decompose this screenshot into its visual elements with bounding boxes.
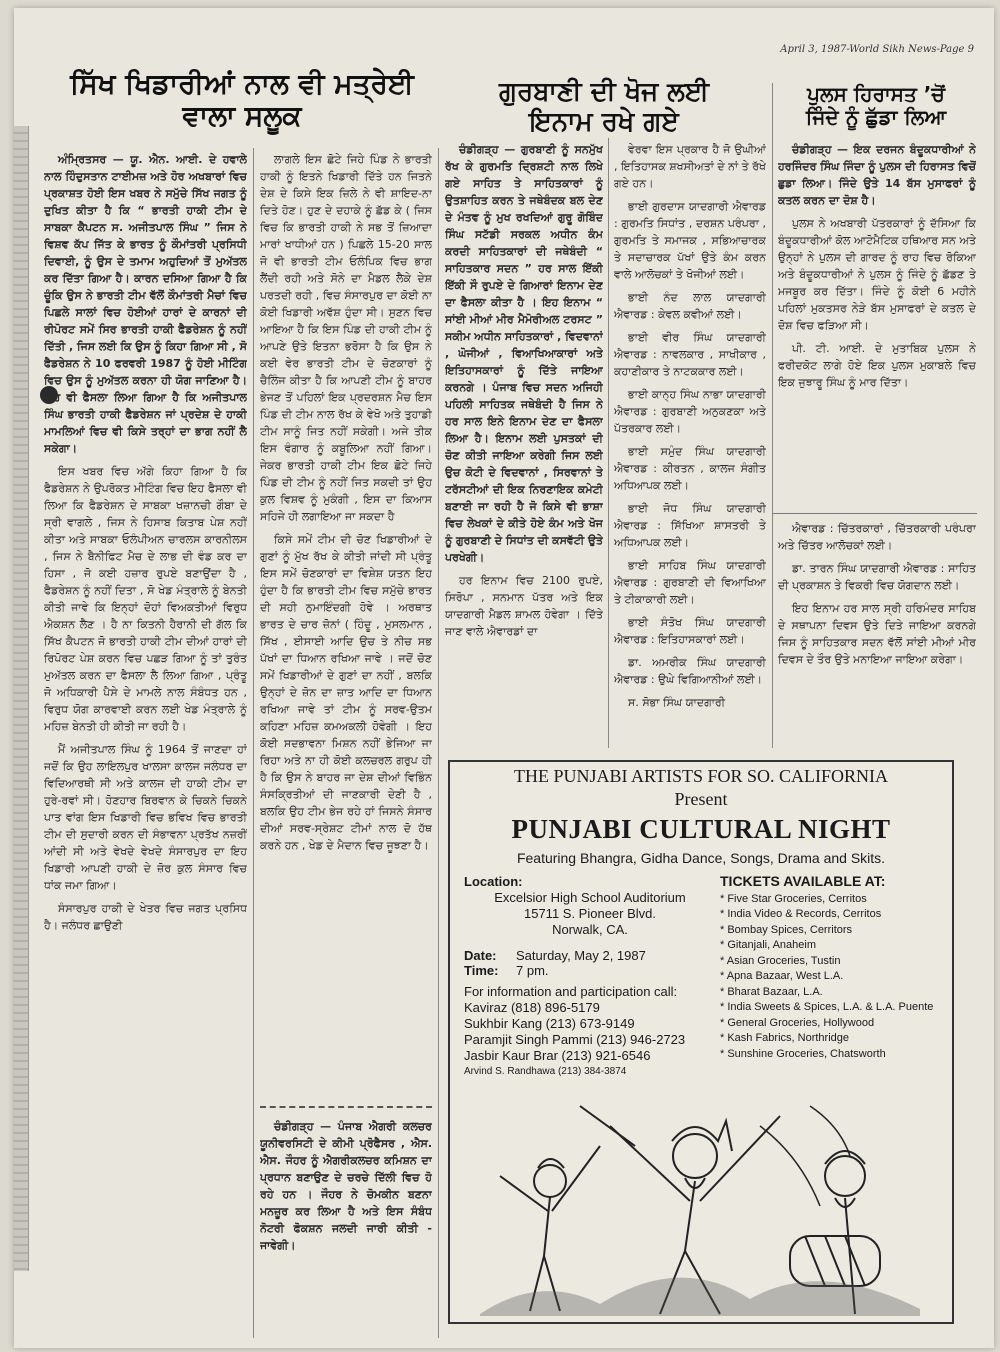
ad-ticket-item: * Bharat Bazaar, L.A. [720,985,823,998]
binder-edge [14,126,29,1271]
article2-col5-p2: ਡਾ. ਤਾਰਨ ਸਿੰਘ ਯਾਦਗਾਰੀ ਐਵਾਰਡ : ਸਾਹਿਤ ਦੀ ਪ੍ਰਕਾਸ਼ਨ ਤੇ ਵਿਕਰੀ ਵਿਚ ਯੋਗਦਾਨ ਲਈ। [778,562,976,592]
ad-contact-info [464,984,685,1080]
ad-info-line: Paramjit Singh Pammi (213) 946-2723 [464,1032,686,1047]
ad-tickets-title: TICKETS AVAILABLE AT: [720,873,886,889]
ad-time-value: 7 pm. [516,963,549,978]
ad-location-line: Norwalk, CA. [552,922,628,937]
ad-ticket-item: * Sunshine Groceries, Chatsworth [720,1047,886,1060]
article2-col4-p1: ਵੇਰਵਾ ਇਸ ਪ੍ਰਕਾਰ ਹੈ ਜੋ ਉਘੀਆਂ , ਇਤਿਹਾਸਕ ਸ਼ਖਸੀਅਤਾਂ ਦੇ ਨਾਂ ਤੇ ਰੱਖੇ ਗਏ ਹਨ। [614,143,766,190]
article1-col1-p1: ਅੰਮ੍ਰਿਤਸਰ — ਯੂ. ਐਨ. ਆਈ. ਦੇ ਹਵਾਲੇ ਨਾਲ ਹਿੰਦੁਸਤਾਨ ਟਾਈਮਜ਼ ਅਤੇ ਹੋਰ ਅਖਬਾਰਾਂ ਵਿਚ ਪ੍ਰਕਾਸ਼ਤ ਹੋਈ ਇਸ ਖਬਰ ਨੇ ਸਮੁੱਚੇ ਸਿੱਖ ਜਗਤ ਨੂੰ ਦੁਖਿਤ ਕੀਤਾ ਹੈ ਕਿ “ ਭਾਰਤੀ ਹਾਕੀ ਟੀਮ ਦੇ ਸਾਬਕਾ ਕੈਪਟਨ ਸ. ਅਜੀਤਪਾਲ ਸਿੰਘ ” ਜਿਸ ਨੇ ਵਿਸ਼ਵ ਕੱਪ ਜਿੱਤ ਕੇ ਭਾਰਤ ਨੂੰ ਕੌਮਾਂਤਰੀ ਪ੍ਰਸਿਧੀ ਦਿਵਾਈ, ਨੂੰ ਉਸ ਦੇ ਤਮਾਮ ਅਹੁਦਿਆਂ ਤੋਂ ਮੁਅੱਤਲ ਕਰ ਦਿੱਤਾ ਗਿਆ ਹੈ। ਕਾਰਨ ਦਸਿਆ ਗਿਆ ਹੈ ਕਿ ਚੂੰਕਿ ਉਸ ਨੇ ਭਾਰਤੀ ਟੀਮ ਵੱਲੋਂ ਕੌਮਾਂਤਰੀ ਮੈਚਾਂ ਵਿਚ ਪਿਛਲੇ ਸਾਲਾਂ ਵਿਚ ਹੋਈਆਂ ਹਾਰਾਂ ਦੇ ਕਾਰਨਾਂ ਦੀ ਰੀਪੋਰਟ ਸਮੇਂ ਸਿਰ ਭਾਰਤੀ ਹਾਕੀ ਫੈਡਰੇਸ਼ਨ ਨੂੰ ਨਹੀਂ ਦਿੱਤੀ , ਜਿਸ ਲਈ ਕਿ ਉਸ ਨੂੰ ਕਿਹਾ ਗਿਆ ਸੀ , ਸੋ ਫੈਡਰੇਸ਼ਨ ਨੇ 10 ਫਰਵਰੀ 1987 ਨੂੰ ਹੋਈ ਮੀਟਿੰਗ ਵਿਚ ਉਸ ਨੂੰ ਮੁਅੱਤਲ ਕਰਨਾ ਹੀ ਯੋਗ ਜਾਣਿਆ ਹੈ। ਇਹ ਵੀ ਫੈਸਲਾ ਲਿਆ ਗਿਆ ਹੈ ਕਿ ਅਜੀਤਪਾਲ ਸਿੰਘ ਭਾਰਤੀ ਹਾਕੀ ਫੈਡਰੇਸ਼ਨ ਜਾਂ ਪ੍ਰਦੇਸ਼ ਦੇ ਹਾਕੀ ਮਾਮਲਿਆਂ ਵਿਚ ਵੀ ਕਿਸੇ ਤਰ੍ਹਾਂ ਦਾ ਭਾਗ ਨਹੀਂ ਲੈ ਸਕੇਗਾ। [44,153,247,455]
column-rule [772,83,773,748]
article1-column-2 [260,151,432,1096]
article2-col4-p10: ਡਾ. ਅਮਰੀਕ ਸਿੰਘ ਯਾਦਗਾਰੀ ਐਵਾਰਡ : ਉਘੇ ਵਿਗਿਆਨੀਆਂ ਲਈ। [614,656,766,686]
article2-column-3 [778,520,976,748]
article2-col3-p2: ਹਰ ਇਨਾਮ ਵਿਚ 2100 ਰੁਪਏ, ਸਿਰੋਪਾ , ਸਨਮਾਨ ਪੱਤਰ ਅਤੇ ਇਕ ਯਾਦਗਾਰੀ ਮੈਡਲ ਸ਼ਾਮਲ ਹੋਵੇਗਾ । ਦਿੱਤੇ ਜਾਣ ਵਾਲੇ ਐਵਾਰਡਾਂ ਦਾ [445,574,603,638]
ad-info-line: Jasbir Kaur Brar (213) 921-6546 [464,1048,651,1063]
column-rule [608,138,609,748]
ad-location-label: Location: [464,874,523,889]
dancer-head [673,1134,717,1178]
article2-col4-p4: ਭਾਈ ਵੀਰ ਸਿੰਘ ਯਾਦਗਾਰੀ ਐਵਾਰਡ : ਨਾਵਲਕਾਰ , ਸਾਖੀਕਾਰ , ਕਹਾਣੀਕਾਰ ਤੇ ਨਾਟਕਕਾਰ ਲਈ। [614,331,766,378]
article2-col4-p11: ਸ. ਸੋਭਾ ਸਿੰਘ ਯਾਦਗਾਰੀ [628,696,726,709]
article2-column-2 [614,141,766,746]
article2-col4-p6: ਭਾਈ ਸਮੁੰਦ ਸਿੰਘ ਯਾਦਗਾਰੀ ਐਵਾਰਡ : ਕੀਰਤਨ , ਕਾਲਜ ਸੰਗੀਤ ਅਧਿਆਪਕ ਲਈ। [614,445,766,492]
ad-title: PUNJABI CULTURAL NIGHT [511,814,891,844]
ad-info-line: Sukhbir Kang (213) 673-9149 [464,1016,635,1031]
article1-headline-line2: ਵਾਲਾ ਸਲੂਕ [182,99,302,133]
article2-col4-p3: ਭਾਈ ਨੰਦ ਲਾਲ ਯਾਦਗਾਰੀ ਐਵਾਰਡ : ਕੇਵਲ ਕਵੀਆਂ ਲਈ। [614,291,766,321]
motion-lines [760,1106,850,1206]
ad-ticket-item: * Gitanjali, Anaheim [720,939,816,951]
article3-headline-line1: ਪੁਲਸ ਹਿਰਾਸਤ ’ਚੋਂ [807,82,945,106]
ad-date-label: Date: [464,948,497,963]
article1-column-1 [44,151,247,1341]
article1-col2-p1: ਲਾਗਲੇ ਇਸ ਛੋਟੇ ਜਿਹੇ ਪਿੰਡ ਨੇ ਭਾਰਤੀ ਹਾਕੀ ਨੂੰ ਇਤਨੇ ਖਿਡਾਰੀ ਦਿੱਤੇ ਹਨ ਜਿਤਨੇ ਦੇਸ਼ ਦੇ ਕਿਸੇ ਇਕ ਜ਼ਿਲੇ ਨੇ ਵੀ ਸ਼ਾਇਦ-ਨਾ ਦਿਤੇ ਹੋਣ। ਹੁਣ ਦੇ ਦਹਾਕੇ ਨੂੰ ਛੱਡ ਕੇ ( ਜਿਸ ਵਿਚ ਕਿ ਭਾਰਤੀ ਹਾਕੀ ਨੇ ਸਭ ਤੋਂ ਜ਼ਿਆਦਾ ਮਾਰਾਂ ਖਾਧੀਆਂ ਹਨ ) ਪਿਛਲੇ 15-20 ਸਾਲ ਜੋ ਵੀ ਭਾਰਤੀ ਟੀਮ ਓਲੰਪਿਕ ਵਿਚ ਭਾਗ ਲੈਂਦੀ ਰਹੀ ਅਤੇ ਸੋਨੇ ਦਾ ਮੈਡਲ ਲੈਕੇ ਦੇਸ਼ ਪਰਤਦੀ ਰਹੀ , ਵਿਚ ਸੰਸਾਰਪੁਰ ਦਾ ਕੋਈ ਨਾ ਕੋਈ ਖਿਡਾਰੀ ਅਵੱਸ਼ ਹੁੰਦਾ ਸੀ। ਸੁਣਨ ਵਿਚ ਆਇਆ ਹੈ ਕਿ ਇਸ ਪਿੰਡ ਦੀ ਹਾਕੀ ਟੀਮ ਨੂੰ ਆਪਣੇ ਉਤੇ ਇਤਨਾ ਭਰੋਸਾ ਹੈ ਕਿ ਉਸ ਨੇ ਕਈ ਵੇਰ ਭਾਰਤੀ ਟੀਮ ਦੇ ਚੋਣਕਾਰਾਂ ਨੂੰ ਚੈਲਿੰਜ ਕੀਤਾ ਹੈ ਕਿ ਆਪਣੀ ਟੀਮ ਨੂੰ ਬਾਹਰ ਭੇਜਣ ਤੋਂ ਪਹਿਲਾਂ ਇਕ ਪ੍ਰਦਰਸ਼ਨ ਮੈਚ ਇਸ ਪਿੰਡ ਦੀ ਟੀਮ ਨਾਲ ਰੱਖ ਕੇ ਵੇਖੋ ਅਤੇ ਤੁਹਾਡੀ ਟੀਮ ਸਾਨੂੰ ਜਿਤ ਨਹੀਂ ਸਕੇਗੀ। ਅਜੇ ਤੀਕ ਇਸ ਵੰਗਾਰ ਨੂੰ ਕਬੂਲਿਆ ਨਹੀਂ ਗਿਆ। ਜੇਕਰ ਭਾਰਤੀ ਹਾਕੀ ਟੀਮ ਇਕ ਛੋਟੇ ਜਿਹੇ ਪਿੰਡ ਦੀ ਟੀਮ ਨੂੰ ਨਹੀਂ ਜਿਤ ਸਕਦੀ ਤਾਂ ਉਹ ਕੁਲ ਵਿਸ਼ਵ ਨੂੰ ਮੁਕੰਗੀ , ਇਸ ਦਾ ਕਿਆਸ ਸਹਿਜੇ ਹੀ ਲਗਾਇਆ ਜਾ ਸਕਦਾ ਹੈ [260,153,432,523]
ad-ticket-item: * Five Star Groceries, Cerritos [720,892,867,905]
article2-col4-p8: ਭਾਈ ਸਾਹਿਬ ਸਿੰਘ ਯਾਦਗਾਰੀ ਐਵਾਰਡ : ਗੁਰਬਾਣੀ ਦੀ ਵਿਆਖਿਆ ਤੇ ਟੀਕਾਕਾਰੀ ਲਈ। [614,559,766,606]
article2-col3-p1: ਚੰਡੀਗੜ੍ਹ — ਗੁਰਬਾਣੀ ਨੂੰ ਸਨਮੁੱਖ ਰੱਖ ਕੇ ਗੁਰਮਤਿ ਦ੍ਰਿਸ਼ਟੀ ਨਾਲ ਲਿਖੇ ਗਏ ਸਾਹਿਤ ਤੇ ਸਾਹਿਤਕਾਰਾਂ ਨੂੰ ਉਤਸ਼ਾਹਿਤ ਕਰਨ ਤੇ ਜਥੇਬੰਦਕ ਬਲ ਦੇਣ ਦੇ ਮੰਤਵ ਨੂੰ ਮੁਖ ਰਖਦਿਆਂ ਗੁਰੂ ਗੋਬਿੰਦ ਸਿੰਘ ਸਟੱਡੀ ਸਰਕਲ ਅਧੀਨ ਕੰਮ ਕਰਦੀ ਸਾਹਿਤਕਾਰਾਂ ਦੀ ਜਥੇਬੰਦੀ “ ਸਾਹਿਤਕਾਰ ਸਦਨ ” ਹਰ ਸਾਲ ਇੱਕੀ ਇੱਕੀ ਸੌ ਰੁਪਏ ਦੇ ਗਿਆਰਾਂ ਇਨਾਮ ਦੇਣ ਦਾ ਫੈਸਲਾ ਕੀਤਾ ਹੈ । ਇਹ ਇਨਾਮ “ ਸਾਂਈ ਮੀਆਂ ਮੀਰ ਮੈਮੋਰੀਅਲ ਟਰਸਟ ” ਸਕੀਮ ਅਧੀਨ ਸਾਹਿਤਕਾਰਾਂ , ਵਿਦਵਾਨਾਂ , ਘੋਜੀਆਂ , ਵਿਆਖਿਆਕਾਰਾਂ ਅਤੇ ਇਤਿਹਾਸਕਾਰਾਂ ਨੂੰ ਦਿੱਤੇ ਜਾਇਆ ਕਰਨਗੇ । ਪੰਜਾਬ ਵਿਚ ਸਦਨ ਅਜਿਹੀ ਪਹਿਲੀ ਸਾਹਿਤਕ ਜਥੇਬੰਦੀ ਹੈ ਜਿਸ ਨੇ ਹਰ ਸਾਲ ਇਨੇ ਇਨਾਮ ਦੇਣ ਦਾ ਫੈਸਲਾ ਲਿਆ ਹੈ। ਇਨਾਮ ਲਈ ਪੁਸਤਕਾਂ ਦੀ ਚੋਣ ਕੀਤੀ ਜਾਇਆ ਕਰੇਗੀ ਜਿਸ ਲਈ ਉਚ ਕੋਟੀ ਦੇ ਵਿਦਵਾਨਾਂ , ਸਿਰਵਾਨਾਂ ਤੇ ਟਰੱਸਟੀਆਂ ਦੀ ਇਕ ਨਿਰਣਾਇਕ ਕਮੇਟੀ ਬਣਾਈ ਜਾ ਰਹੀ ਹੈ ਜੋ ਕਿਸੇ ਵੀ ਭਾਸ਼ਾ ਵਿਚ ਲੇਖਕਾਂ ਦੇ ਕੀਤੇ ਹੋਏ ਕੰਮ ਅਤੇ ਖੋਜ ਨੂੰ ਗੁਰਬਾਣੀ ਦੇ ਸਿਧਾਂਤ ਦੀ ਕਸਵੱਟੀ ਉਤੇ ਪਰਖੇਗੀ। [445,143,603,564]
article2-col5-p1: ਐਵਾਰਡ : ਚਿੱਤਰਕਾਰਾਂ , ਚਿੱਤਰਕਾਰੀ ਪਰੰਪਰਾ ਅਤੇ ਚਿੱਤਰ ਆਲੋਚਕਾਂ ਲਈ। [778,522,976,552]
ad-location-line: Excelsior High School Auditorium [494,890,686,905]
ground-shading [480,1278,920,1316]
article1-col1-p2: ਇਸ ਖਬਰ ਵਿਚ ਅੱਗੇ ਕਿਹਾ ਗਿਆ ਹੈ ਕਿ ਫੈਡਰੇਸ਼ਨ ਨੇ ਉਪਰੋਕਤ ਮੀਟਿੰਗ ਵਿਚ ਇਹ ਫੈਸਲਾ ਵੀ ਲਿਆ ਕਿ ਫੈਡਰੇਸ਼ਨ ਦੇ ਸਾਬਕਾ ਖਜ਼ਾਨਚੀ ਗੌਬਾ ਦੇ ਸ੍ਰੀ ਵਾਗਲੇ , ਜਿਸ ਨੇ ਹਿਸਾਬ ਕਿਤਾਬ ਪੇਸ਼ ਨਹੀਂ ਕੀਤਾ ਅਤੇ ਸਾਬਕਾ ਓਲੰਪੀਅਨ ਚਾਰਲਸ ਕਾਰਨੀਲਸ , ਜਿਸ ਨੇ ਬੈਨੀਫਿਟ ਮੈਚ ਦੇ ਲਾਭ ਦੀ ਵੰਡ ਕਰ ਦਾ ਹਿਸਾ , ਜੋ ਕਈ ਹਜ਼ਾਰ ਰੁਪਏ ਬਣਾਉਂਦਾ ਹੈ , ਫੈਡਰੇਸ਼ਨ ਨੂੰ ਨਹੀਂ ਦਿਤਾ , ਸੋ ਖੇਡ ਮੰਤ੍ਰਾਲੇ ਨੂੰ ਬੇਨਤੀ ਕੀਤੀ ਜਾਵੇ ਕਿ ਇਨ੍ਹਾਂ ਦੋਹਾਂ ਵਿਅਕਤੀਆਂ ਵਿਰੁਧ ਐਕਸ਼ਨ ਲੈਣ । ਹੈ ਨਾ ਕਿਤਨੀ ਹੈਰਾਨੀ ਦੀ ਗੱਲ ਕਿ ਸਿੱਖ ਕੈਪਟਨ ਜੋ ਭਾਰਤੀ ਹਾਕੀ ਟੀਮ ਦੀਆਂ ਹਾਰਾਂ ਦੀ ਰਿਪੋਰਟ ਪੇਸ਼ ਕਰਨ ਵਿਚ ਪਛੜ ਗਿਆ ਨੂੰ ਤਾਂ ਤੁਰੰਤ ਮੁਅੱਤਲ ਕਰਨ ਦਾ ਫੈਸਲਾ ਲੈ ਲਿਆ ਗਿਆ , ਪ੍ਰੰਤੂ ਜੋ ਅਧਿਕਾਰੀ ਪੈਸੇ ਦੇ ਮਾਮਲੇ ਨਾਲ ਸੰਬੰਧਤ ਹਨ , ਵਿਰੁਧ ਯੋਗ ਕਾਰਵਾਈ ਕਰਨ ਲਈ ਖੇਡ ਮੰਤ੍ਰਾਲੇ ਨੂੰ ਮਹਿਜ਼ ਬੇਨਤੀ ਹੀ ਕੀਤੀ ਜਾ ਰਹੀ ਹੈ। [44,465,247,733]
ad-ticket-item: * Kash Fabrics, Northridge [720,1032,849,1044]
article1-col2-p2: ਕਿਸੇ ਸਮੇਂ ਟੀਮ ਦੀ ਚੋਣ ਖਿਡਾਰੀਆਂ ਦੇ ਗੁਣਾਂ ਨੂੰ ਮੁੱਖ ਰੱਖ ਕੇ ਕੀਤੀ ਜਾਂਦੀ ਸੀ ਪ੍ਰੰਤੂ ਇਸ ਸਮੇਂ ਚੋਣਕਾਰਾਂ ਦਾ ਵਿਸ਼ੇਸ਼ ਯਤਨ ਇਹ ਹੁੰਦਾ ਹੈ ਕਿ ਭਾਰਤੀ ਟੀਮ ਵਿਚ ਸਮੁੱਚੇ ਭਾਰਤ ਦੀ ਸਹੀ ਨੁਮਾਇੰਦਗੀ ਹੋਵੇ । ਅਰਥਾਤ ਭਾਰਤ ਦੇ ਚਾਰ ਜ਼ੋਨਾਂ ( ਹਿੰਦੂ , ਮੁਸਲਮਾਨ , ਸਿੱਖ , ਈਸਾਈ ਆਦਿ ਉਚ ਤੇ ਨੀਚ ਸਭ ਪੱਖਾਂ ਦਾ ਧਿਆਨ ਰਖਿਆ ਜਾਵੇ । ਜਦੋਂ ਚੋਣ ਸਮੇਂ ਖਿਡਾਰੀਆਂ ਦੇ ਗੁਣਾਂ ਦਾ ਨਹੀਂ , ਬਲਕਿ ਉਨ੍ਹਾਂ ਦੇ ਜ਼ੋਨ ਦਾ ਜ਼ਾਤ ਆਦਿ ਦਾ ਧਿਆਨ ਰਖਿਆ ਜਾਵੇ ਤਾਂ ਟੀਮ ਨੂੰ ਸਰਵ-ਉਤਮ ਕਹਿਣਾ ਮਹਿਜ਼ ਕਮਅਕਲੀ ਹੋਵੇਗੀ । ਇਹ ਕੋਈ ਸਦਭਾਵਨਾ ਮਿਸ਼ਨ ਨਹੀਂ ਭੇਜਿਆ ਜਾ ਰਿਹਾ ਅਤੇ ਨਾ ਹੀ ਕੋਈ ਕਲਚਰਲ ਗਰੁਪ ਹੀ ਹੈ ਕਿ ਉਸ ਨੇ ਬਾਹਰ ਜਾ ਦੇਸ਼ ਦੀਆਂ ਵਿਭਿੰਨ ਸੰਸਕ੍ਰਿਤੀਆਂ ਦੀ ਜਾਣਕਾਰੀ ਦੇਣੀ ਹੈ , ਬਲਕਿ ਉਹ ਟੀਮ ਭੇਜ ਰਹੇ ਹਾਂ ਜਿਸਨੇ ਸੰਸਾਰ ਦੀਆਂ ਸਰਵ-ਸ੍ਰੇਸ਼ਟ ਟੀਮਾਂ ਨਾਲ ਦੋ ਹੱਥ ਕਰਨੇ ਹਨ , ਖੇਡ ਦੇ ਮੈਦਾਨ ਵਿਚ ਜੂਝਣਾ ਹੈ। [260,533,432,852]
dhol-strings [805,1236,865,1286]
column-rule [253,148,254,1338]
ad-info-line: For information and participation call: [464,984,678,999]
article2-column-1 [445,141,603,746]
section-rule [772,513,977,514]
ad-time-label: Time: [464,963,499,978]
article2-col5-p3: ਇਹ ਇਨਾਮ ਹਰ ਸਾਲ ਸ੍ਰੀ ਹਰਿਮੰਦਰ ਸਾਹਿਬ ਦੇ ਸਥਾਪਨਾ ਦਿਵਸ ਉਤੇ ਦਿਤੇ ਜਾਇਆ ਕਰਨਗੇ ਜਿਸ ਨੂੰ ਸਾਹਿਤਕਾਰ ਸਦਨ ਵੱਲੋਂ ਸਾਂਈ ਮੀਆਂ ਮੀਰ ਦਿਵਸ ਦੇ ਤੌਰ ਉਤੇ ਮਨਾਇਆ ਜਾਇਆ ਕਰੇਗਾ। [778,602,976,666]
bhangra-dancers-illustration [460,1086,940,1316]
article1-col1-p4: ਸੰਸਾਰਪੁਰ ਹਾਕੀ ਦੇ ਖੇਤਰ ਵਿਚ ਜਗਤ ਪ੍ਰਸਿਧ ਹੈ। ਜਲੰਧਰ ਛਾਉਣੀ [44,902,247,932]
article-separator [260,1106,432,1108]
dancer-stick [580,1106,635,1146]
ad-subtitle: Featuring Bhangra, Gidha Dance, Songs, Drama and Skits. [516,850,886,866]
article3-p2: ਪੁਲਸ ਨੇ ਅਖਬਾਰੀ ਪੱਤਰਕਾਰਾਂ ਨੂੰ ਦੱਸਿਆ ਕਿ ਬੰਦੂਕਧਾਰੀਆਂ ਕੋਲ ਆਟੋਮੈਟਿਕ ਹਥਿਆਰ ਸਨ ਅਤੇ ਉਨ੍ਹਾਂ ਨੇ ਪੁਲਸ ਦੀ ਗਾਰਦ ਨੂੰ ਰਾਹ ਵਿਚ ਰੋਕਿਆ ਅਤੇ ਬੰਦੂਕਧਾਰੀਆਂ ਨੇ ਪੁਲਸ ਨੂੰ ਜਿੰਦੇ ਨੂੰ ਛੱਡਣ ਤੇ ਮਜਬੂਰ ਕਰ ਦਿੱਤਾ। ਜਿੰਦੇ ਨੂੰ ਕੋਈ 6 ਮਹੀਨੇ ਪਹਿਲਾਂ ਮੁਕਤਸਰ ਨੇੜੇ ਬੱਸ ਮੁਸਾਫਰਾਂ ਦੇ ਕਤਲ ਦੇ ਦੋਸ਼ ਵਿਚ ਫੜਿਆ ਸੀ। [778,217,976,332]
article3-column [778,141,976,509]
drummer-head [825,1156,865,1196]
article1-col1-p3: ਮੈਂ ਅਜੀਤਪਾਲ ਸਿੰਘ ਨੂੰ 1964 ਤੋਂ ਜਾਣਦਾ ਹਾਂ ਜਦੋਂ ਕਿ ਉਹ ਲਾਇਲਪੁਰ ਖਾਲਸਾ ਕਾਲਜ ਜਲੰਧਰ ਦਾ ਵਿਦਿਆਰਥੀ ਸੀ ਅਤੇ ਕਾਲਜ ਦੀ ਹਾਕੀ ਟੀਮ ਦਾ ਹੁਰੇ-ਰਵਾਂ ਸੀ। ਹੋਣਹਾਰ ਬਿਰਵਾਨ ਕੇ ਚਿਕਨੇ ਚਿਕਨੇ ਪਾਤ ਵਾਂਗ ਇਸ ਖਿਡਾਰੀ ਵਿਚ ਭਵਿਖ ਵਿਚ ਭਾਰਤੀ ਟੀਮ ਦੀ ਸੁਦਾਰੀ ਕਰਨ ਦੀ ਸੰਭਾਵਨਾ ਪ੍ਰਤੱਖ ਨਜ਼ਰੀਂ ਆਂਦੀ ਸੀ ਅਤੇ ਵੇਖਦੇ ਵੇਖਦੇ ਸੰਸਾਰਪੁਰ ਦਾ ਇਹ ਖਿਡਾਰੀ ਆਪਣੀ ਹਾਕੀ ਦੇ ਜ਼ੋਰ ਕੁਲ ਸੰਸਾਰ ਵਿਚ ਧਾਂਕ ਜਮਾ ਗਿਆ। [44,743,247,892]
ad-ticket-item: * Asian Groceries, Tustin [720,954,841,967]
ad-date-time [464,948,646,978]
ad-ticket-item: * India Video & Records, Cerritos [720,908,882,920]
article3-p1: ਚੰਡੀਗੜ੍ਹ — ਇਕ ਦਰਜਨ ਬੰਦੂਕਧਾਰੀਆਂ ਨੇ ਹਰਜਿੰਦਰ ਸਿੰਘ ਜਿੰਦਾ ਨੂੰ ਪੁਲਸ ਦੀ ਹਿਰਾਸਤ ਵਿਚੋਂ ਛੁਡਾ ਲਿਆ। ਜਿੰਦੇ ਉਤੇ 14 ਬੱਸ ਮੁਸਾਫਰਾਂ ਨੂੰ ਕਤਲ ਕਰਨ ਦਾ ਦੋਸ਼ ਹੈ। [778,143,976,207]
ad-present: Present [674,789,728,809]
article3-headline [766,83,986,129]
article2-col4-p2: ਭਾਈ ਗੁਰਦਾਸ ਯਾਦਗਾਰੀ ਐਵਾਰਡ : ਗੁਰਮਤਿ ਸਿਧਾਂਤ , ਦਰਸ਼ਨ ਪਰੰਪਰਾ , ਗੁਰਮਤਿ ਤੇ ਸਮਾਜਕ , ਸਭਿਆਚਾਰਕ ਤੇ ਸਦਾਚਾਰਕ ਪੱਖਾਂ ਉਤੇ ਕੰਮ ਕਰਨ ਵਾਲੇ ਆਲੋਚਕਾਂ ਤੇ ਖੋਜੀਆਂ ਲਈ। [614,200,766,281]
ad-ticket-item: * Bombay Spices, Cerritors [720,923,853,936]
article4-column [260,1118,432,1338]
article4-p1: ਚੰਡੀਗੜ੍ਹ — ਪੰਜਾਬ ਐਗਰੀ ਕਲਚਰ ਯੂਨੀਵਰਸਿਟੀ ਦੇ ਕੀਮੀ ਪ੍ਰੋਫੈਸਰ , ਐਸ. ਐਸ. ਜੌਹਰ ਨੂੰ ਐਗਰੀਕਲਚਰ ਕਮਿਸ਼ਨ ਦਾ ਪ੍ਰਧਾਨ ਬਣਾਉਣ ਦੇ ਚਰਚੇ ਦਿੱਲੀ ਵਿਚ ਹੋ ਰਹੇ ਹਨ । ਜੌਹਰ ਨੇ ਚੋਮਕੀਨ ਬਣਨਾ ਮਨਜ਼ੂਰ ਕਰ ਲਿਆ ਹੈ ਅਤੇ ਇਸ ਸੰਬੰਧ ਨੋਟਰੀ ਫੋਕਸ਼ਨ ਜਲਦੀ ਜਾਰੀ ਕੀਤੀ - ਜਾਵੇਗੀ। [260,1120,432,1252]
cultural-night-ad [448,760,954,1324]
ad-ticket-item: * Apna Bazaar, West L.A. [720,970,844,982]
ad-date-value: Saturday, May 2, 1987 [516,948,646,963]
article3-headline-line2: ਜਿੰਦੇ ਨੂੰ ਛੁੱਡਾ ਲਿਆ [805,105,947,129]
ad-info-small: Arvind S. Randhawa (213) 384-3874 [464,1066,627,1077]
article2-col4-p5: ਭਾਈ ਕਾਨ੍ਹ ਸਿੰਘ ਨਾਭਾ ਯਾਦਗਾਰੀ ਐਵਾਰਡ : ਗੁਰਬਾਣੀ ਅਨੁਕਣਕਾ ਅਤੇ ਪੱਤਰਕਾਰ ਲਈ। [614,388,766,435]
article2-col4-p9: ਭਾਈ ਸੰਤੋਖ ਸਿੰਘ ਯਾਦਗਾਰੀ ਐਵਾਰਡ : ਇਤਿਹਾਸਕਾਰਾਂ ਲਈ। [614,616,766,646]
article1-headline [42,68,442,132]
ad-ticket-item: * General Groceries, Hollywood [720,1016,875,1029]
article1-headline-line1: ਸਿੱਖ ਖਿਡਾਰੀਆਂ ਨਾਲ ਵੀ ਮਤ੍ਰੇਈ [70,67,414,100]
article2-headline [454,78,754,138]
ad-tickets [720,874,950,1062]
page-header: April 3, 1987-World Sikh News-Page 9 [780,44,974,55]
article2-headline-line2: ਇਨਾਮ ਰਖੇ ਗਏ [529,106,679,137]
article3-p3: ਪੀ. ਟੀ. ਆਈ. ਦੇ ਮੁਤਾਬਿਕ ਪੁਲਸ ਨੇ ਫਰੀਦਕੋਟ ਲਾਗੇ ਹੋਏ ਇਕ ਪੁਲਸ ਮੁਕਾਬਲੇ ਵਿਚ ਇਕ ਜੁਝਾਰੂ ਸਿੰਘ ਨੂੰ ਮਾਰ ਦਿੱਤਾ। [778,342,976,389]
article2-headline-line1: ਗੁਰਬਾਣੀ ਦੀ ਖੋਜ ਲਈ [499,77,709,107]
article2-col4-p7: ਭਾਈ ਜੋਧ ਸਿੰਘ ਯਾਦਗਾਰੀ ਐਵਾਰਡ : ਸਿੱਖਿਆ ਸ਼ਾਸਤਰੀ ਤੇ ਅਧਿਆਪਕ ਲਈ। [614,502,766,549]
ad-info-line: Kaviraz (818) 896-5179 [464,1000,600,1015]
ad-ticket-item: * India Sweets & Spices, L.A. & L.A. Puente [720,1001,934,1013]
dancer-head [534,1165,566,1197]
newspaper-page [14,8,994,1348]
column-rule [438,148,439,1338]
ad-location-line: 15711 S. Pioneer Blvd. [523,906,656,921]
ad-organization: THE PUNJABI ARTISTS FOR SO. CALIFORNIA [514,766,888,786]
